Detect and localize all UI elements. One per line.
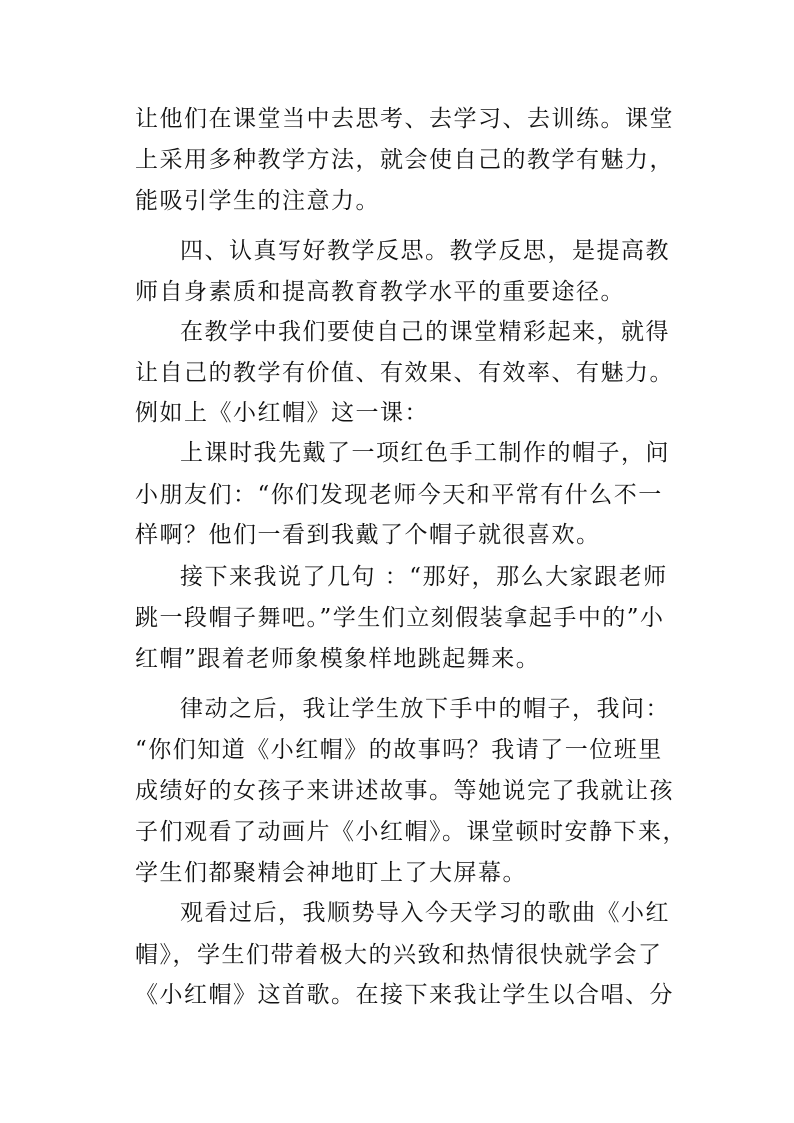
- text-line-4: 四、认真写好教学反思。教学反思，是提高教: [180, 238, 670, 264]
- text-line-18: 子们观看了动画片《小红帽》。课堂顿时安静下来，: [135, 819, 687, 845]
- text-line-22: 《小红帽》这首歌。在接下来我让学生以合唱、分: [135, 982, 674, 1008]
- text-line-14: 红帽”跟着老师象模象样地跳起舞来。: [135, 646, 541, 672]
- text-line-13: 跳一段帽子舞吧。”学生们立刻假装拿起手中的”小: [135, 605, 665, 631]
- text-line-6: 在教学中我们要使自己的课堂精彩起来，就得: [180, 319, 670, 345]
- text-line-15: 律动之后，我让学生放下手中的帽子，我问：: [180, 696, 670, 722]
- text-line-1: 让他们在课堂当中去思考、去学习、去训练。课堂: [135, 106, 674, 132]
- text-line-3: 能吸引学生的注意力。: [135, 188, 380, 214]
- text-line-21: 帽》，学生们带着极大的兴致和热情很快就学会了: [135, 942, 663, 968]
- text-line-16: “你们知道《小红帽》的故事吗？我请了一位班里: [135, 737, 663, 763]
- text-line-10: 小朋友们：“你们发现老师今天和平常有什么不一: [135, 482, 663, 508]
- text-line-9: 上课时我先戴了一项红色手工制作的帽子，问: [180, 440, 670, 466]
- text-line-20: 观看过后，我顺势导入今天学习的歌曲《小红: [180, 900, 670, 926]
- text-line-2: 上采用多种教学方法，就会使自己的教学有魅力，: [135, 147, 674, 173]
- text-line-11: 样啊？他们一看到我戴了个帽子就很喜欢。: [135, 522, 601, 548]
- text-line-19: 学生们都聚精会神地盯上了大屏幕。: [135, 860, 527, 886]
- text-line-12: 接下来我说了几句 ：“那好，那么大家跟老师: [180, 564, 668, 590]
- text-line-8: 例如上《小红帽》这一课：: [135, 400, 429, 426]
- text-line-7: 让自己的教学有价值、有效果、有效率、有魅力。: [135, 360, 674, 386]
- text-line-5: 师自身素质和提高教育教学水平的重要途径。: [135, 279, 625, 305]
- text-line-17: 成绩好的女孩子来讲述故事。等她说完了我就让孩: [135, 778, 674, 804]
